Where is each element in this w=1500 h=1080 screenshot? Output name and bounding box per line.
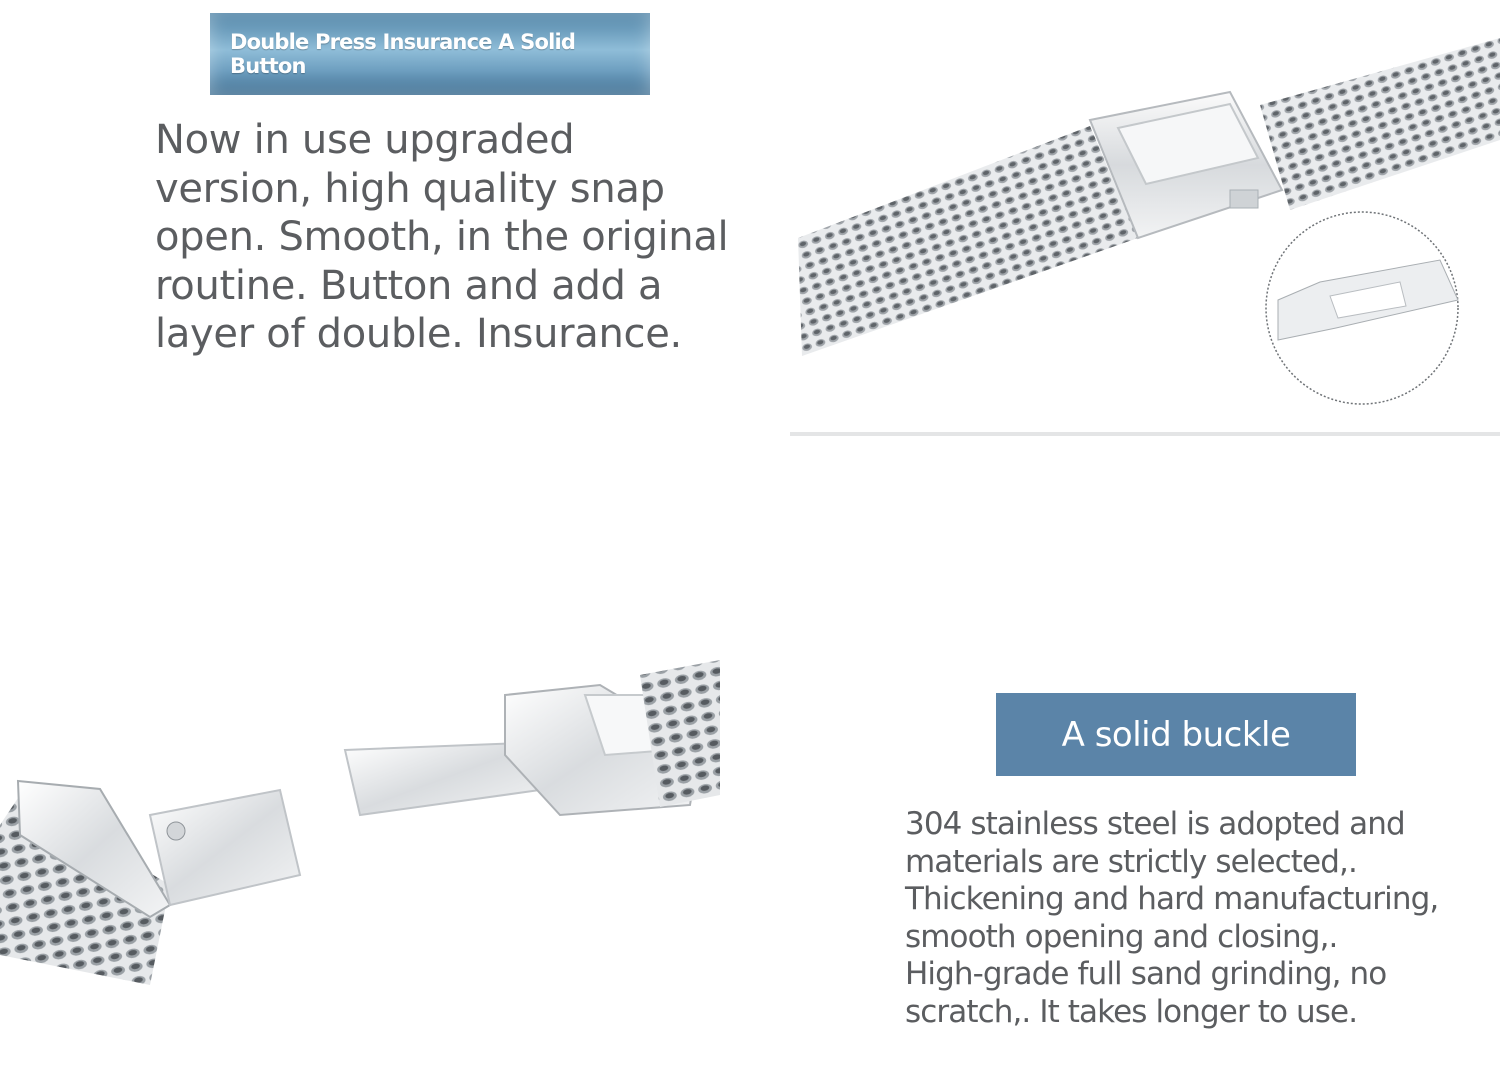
mesh-band-closed-clasp-photo — [790, 0, 1500, 440]
bottom-description-line: smooth opening and closing,. — [905, 918, 1338, 955]
top-banner — [210, 13, 650, 95]
top-description-line: layer of double. Insurance. — [155, 311, 682, 357]
top-banner-label: Double Press Insurance A Solid Button — [230, 30, 576, 78]
top-description — [155, 116, 755, 359]
bottom-banner-label: A solid buckle — [1061, 714, 1291, 755]
bottom-description-line: materials are strictly selected,. — [905, 843, 1357, 880]
top-description-line: version, high quality snap — [155, 165, 665, 212]
bottom-description — [905, 806, 1485, 1031]
bottom-description-line: scratch,. It takes longer to use. — [905, 993, 1358, 1030]
bottom-banner — [996, 693, 1356, 776]
bottom-description-line: High-grade full sand grinding, no — [905, 956, 1387, 992]
bottom-description-line: 304 stainless steel is adopted and — [905, 806, 1405, 842]
bottom-description-line: Thickening and hard manufacturing, — [905, 881, 1439, 917]
top-description-line: routine. Button and add a — [155, 262, 663, 309]
mesh-band-open-clasp-photo — [0, 545, 720, 1080]
top-description-line: Now in use upgraded — [155, 117, 575, 163]
top-description-line: open. Smooth, in the original — [155, 214, 729, 260]
